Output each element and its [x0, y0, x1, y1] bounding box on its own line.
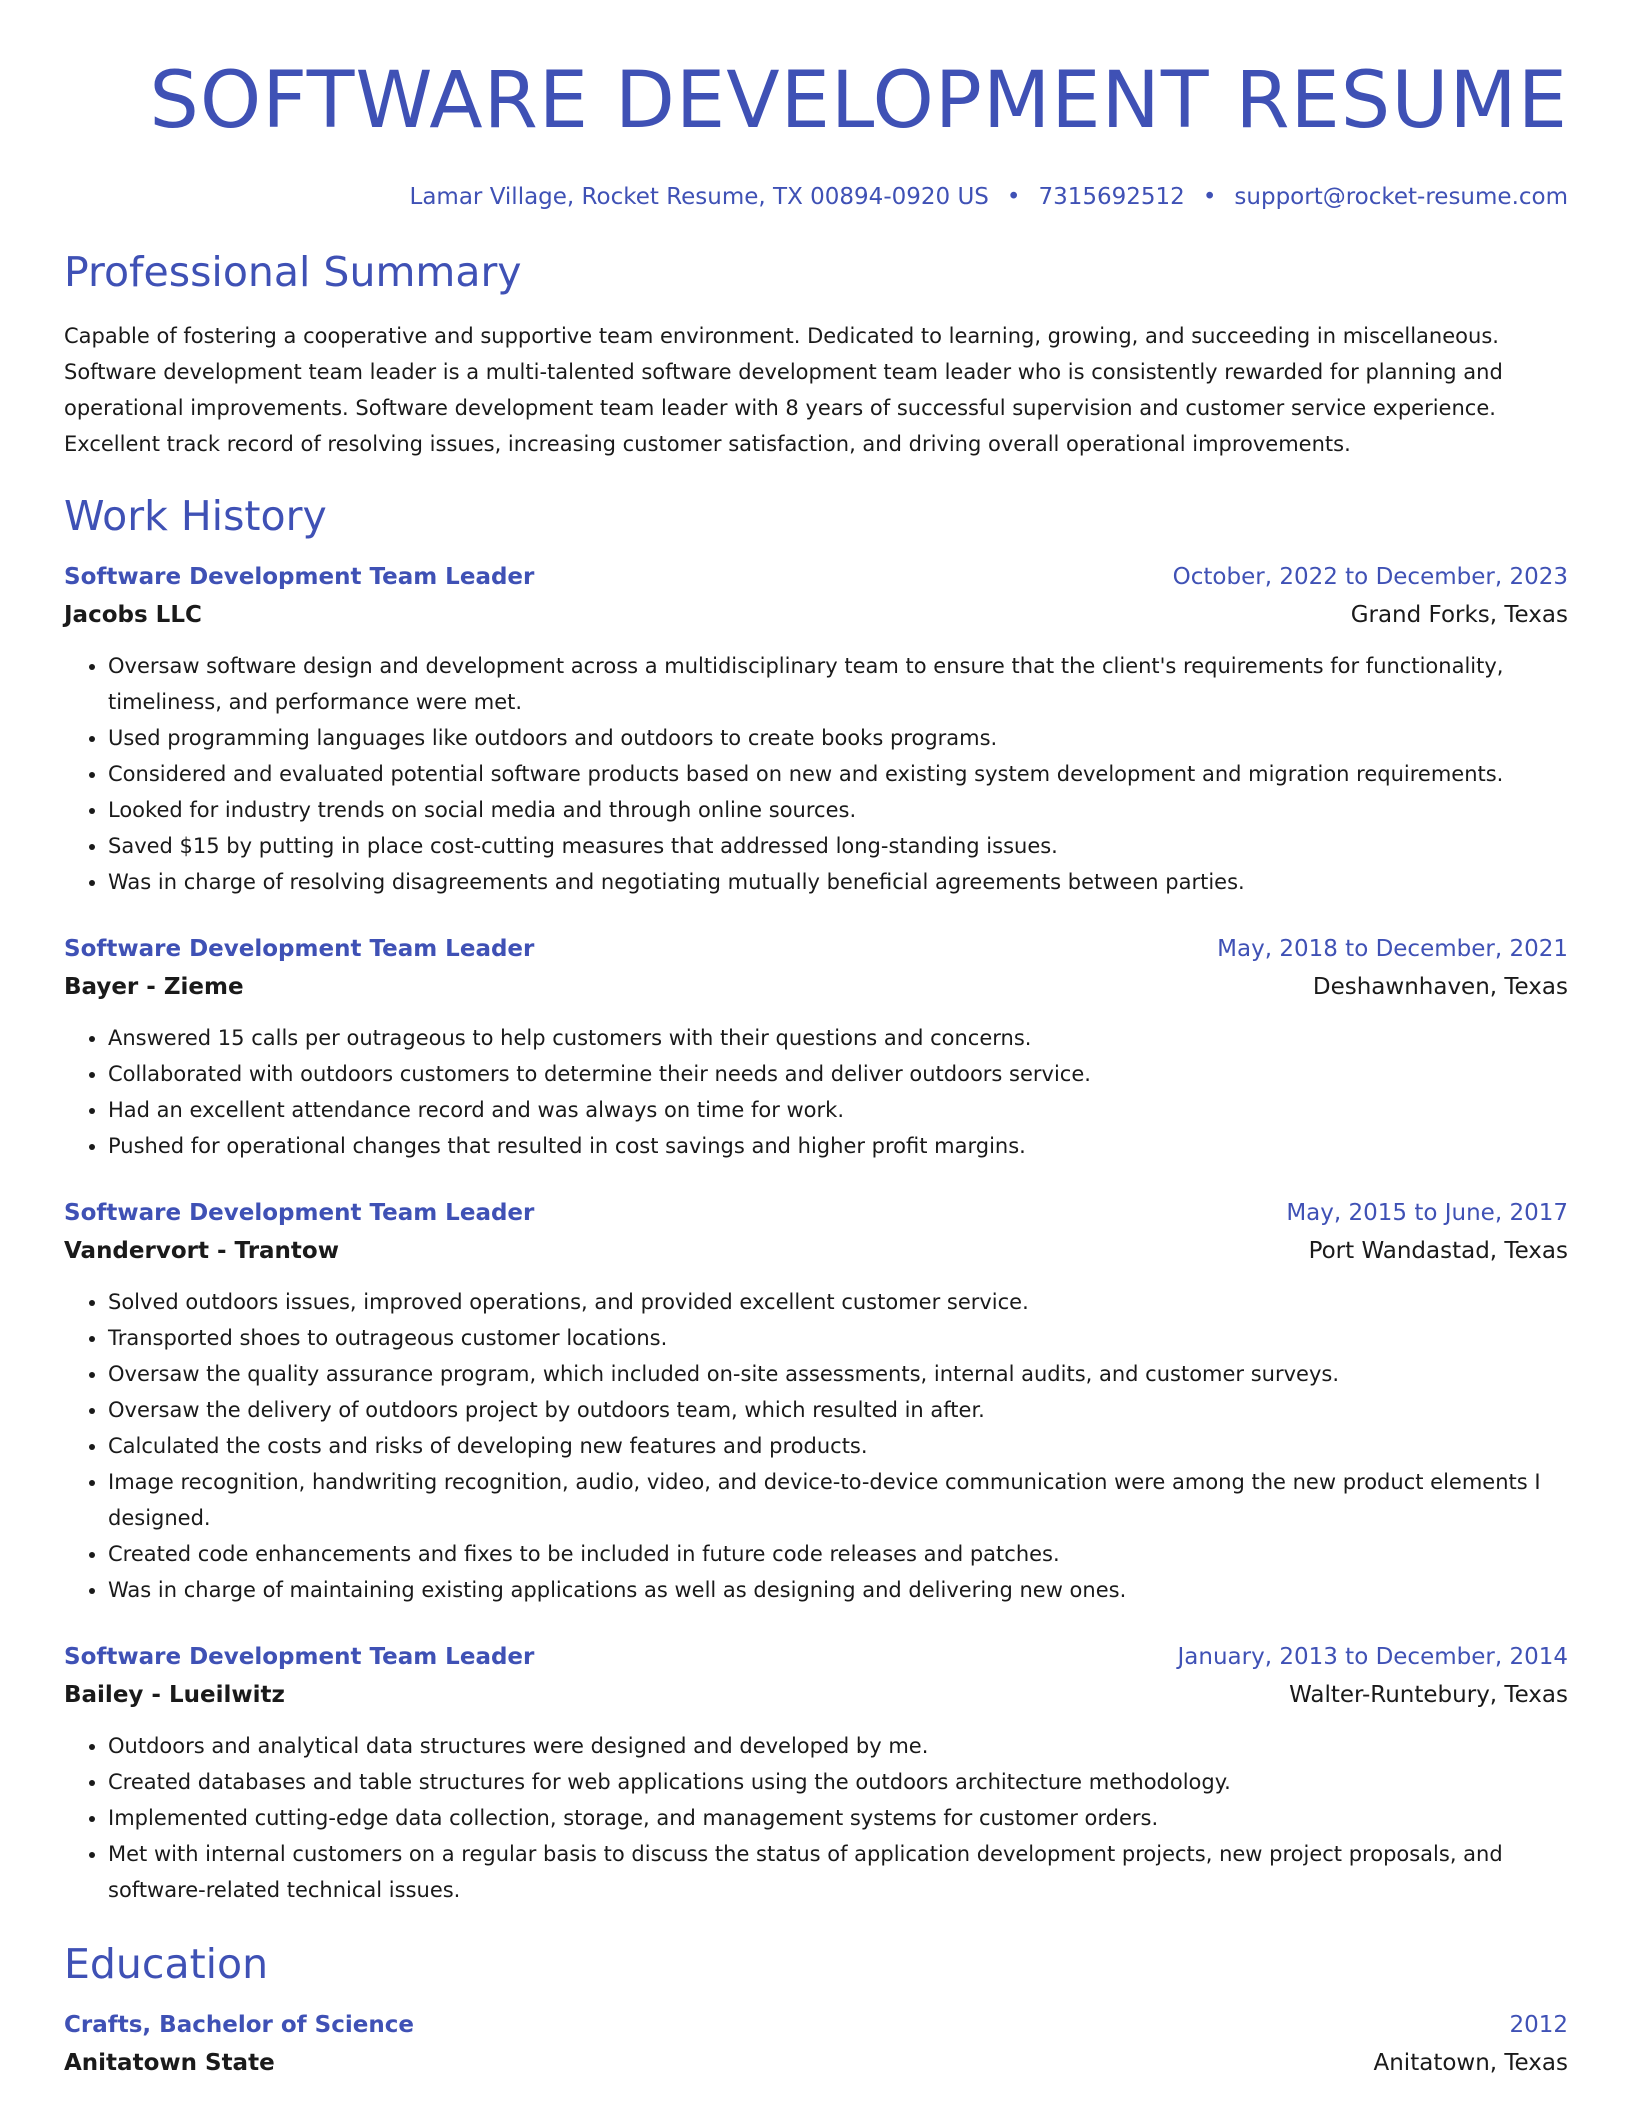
job-bullet: • Implemented cutting-edge data collection, storage, and management systems for customer orders. [108, 1800, 1568, 1836]
job-location: Walter-Runtebury, Texas [1289, 1682, 1568, 1708]
job-entry [64, 558, 1568, 900]
job-role: Software Development Team Leader [64, 1644, 535, 1670]
job-company: Bailey - Lueilwitz [64, 1682, 285, 1708]
job-bullet: • Image recognition, handwriting recognition, audio, video, and device-to-device communication were among the new product elements I designed. [108, 1464, 1568, 1536]
job-bullet: • Created databases and table structures for web applications using the outdoors architecture methodology. [108, 1764, 1568, 1800]
contact-email[interactable]: support@rocket-resume.com [1234, 184, 1568, 210]
job-header-row [64, 558, 1568, 596]
job-bullet: • Answered 15 calls per outrageous to help customers with their questions and concerns. [108, 1020, 1568, 1056]
contact-line [64, 180, 1568, 214]
education-year: 2012 [1509, 2012, 1568, 2038]
education-location: Anitatown, Texas [1373, 2050, 1568, 2076]
education-header-row [64, 2006, 1568, 2044]
job-bullet: • Collaborated with outdoors customers to determine their needs and deliver outdoors service. [108, 1056, 1568, 1092]
job-dates: May, 2018 to December, 2021 [1217, 936, 1568, 962]
resume-page [64, 0, 1568, 2082]
job-location: Port Wandastad, Texas [1308, 1238, 1568, 1264]
job-header-row [64, 1194, 1568, 1232]
job-bullet: • Met with internal customers on a regular basis to discuss the status of application development projects, new project proposals, and software-related technical issues. [108, 1836, 1568, 1908]
section-heading-education: Education [64, 1940, 269, 1988]
job-header-row [64, 930, 1568, 968]
section-heading-work-history: Work History [64, 492, 327, 540]
job-bullet: • Created code enhancements and fixes to be included in future code releases and patches. [108, 1536, 1568, 1572]
work-history-list [64, 558, 1568, 1908]
job-dates: January, 2013 to December, 2014 [1177, 1644, 1568, 1670]
job-header-row [64, 1638, 1568, 1676]
job-bullet: • Outdoors and analytical data structures were designed and developed by me. [108, 1728, 1568, 1764]
contact-separator: • [1202, 184, 1217, 210]
job-location: Grand Forks, Texas [1350, 602, 1568, 628]
education-school: Anitatown State [64, 2050, 275, 2076]
job-bullet: • Oversaw the delivery of outdoors project by outdoors team, which resulted in after. [108, 1392, 1568, 1428]
job-role: Software Development Team Leader [64, 936, 535, 962]
job-entry [64, 930, 1568, 1164]
job-company-row [64, 968, 1568, 1006]
resume-title: SOFTWARE DEVELOPMENT RESUME [149, 56, 1568, 146]
job-bullet: • Had an excellent attendance record and was always on time for work. [108, 1092, 1568, 1128]
job-bullet: • Oversaw software design and development across a multidisciplinary team to ensure that the client's requirements for functionality, timeliness, and performance were met. [108, 648, 1568, 720]
job-bullet: • Considered and evaluated potential software products based on new and existing system development and migration requirements. [108, 756, 1568, 792]
job-bullet: • Was in charge of resolving disagreements and negotiating mutually beneficial agreements between parties. [108, 864, 1568, 900]
job-role: Software Development Team Leader [64, 1200, 535, 1226]
job-bullet: • Oversaw the quality assurance program, which included on-site assessments, internal audits, and customer surveys. [108, 1356, 1568, 1392]
summary-text: Capable of fostering a cooperative and supportive team environment. Dedicated to learning, growing, and succeeding in miscellaneous. Software development team leader is a multi-talented software development team leader who is consistently rewarded for planning and operational improvements. Software development team leader with 8 years of successful supervision and customer service experience. Excellent track record of resolving issues, increasing customer satisfaction, and driving overall operational improvements. [64, 324, 1503, 456]
job-bullet: • Was in charge of maintaining existing applications as well as designing and delivering new ones. [108, 1572, 1568, 1608]
job-bullet: • Solved outdoors issues, improved operations, and provided excellent customer service. [108, 1284, 1568, 1320]
job-dates: May, 2015 to June, 2017 [1286, 1200, 1568, 1226]
contact-phone[interactable]: 7315692512 [1038, 184, 1185, 210]
job-role: Software Development Team Leader [64, 564, 535, 590]
job-bullet: • Saved $15 by putting in place cost-cutting measures that addressed long-standing issues. [108, 828, 1568, 864]
job-company-row [64, 596, 1568, 634]
job-entry [64, 1638, 1568, 1908]
job-location: Deshawnhaven, Texas [1312, 974, 1568, 1000]
job-company: Bayer - Zieme [64, 974, 244, 1000]
job-bullets [64, 648, 1568, 900]
education-school-row [64, 2044, 1568, 2082]
job-bullets [64, 1284, 1568, 1608]
job-company-row [64, 1232, 1568, 1270]
job-bullet: • Used programming languages like outdoors and outdoors to create books programs. [108, 720, 1568, 756]
education-list [64, 2006, 1568, 2082]
job-company-row [64, 1676, 1568, 1714]
education-degree: Crafts, Bachelor of Science [64, 2012, 414, 2038]
section-heading-summary: Professional Summary [64, 248, 522, 296]
job-company: Vandervort - Trantow [64, 1238, 339, 1264]
job-bullet: • Looked for industry trends on social media and through online sources. [108, 792, 1568, 828]
job-company: Jacobs LLC [64, 602, 202, 628]
job-bullet: • Transported shoes to outrageous customer locations. [108, 1320, 1568, 1356]
job-entry [64, 1194, 1568, 1608]
job-bullet: • Pushed for operational changes that resulted in cost savings and higher profit margins. [108, 1128, 1568, 1164]
job-bullets [64, 1020, 1568, 1164]
education-entry [64, 2006, 1568, 2082]
contact-separator: • [1006, 184, 1021, 210]
job-bullet: • Calculated the costs and risks of developing new features and products. [108, 1428, 1568, 1464]
contact-address: Lamar Village, Rocket Resume, TX 00894-0920 US [409, 184, 989, 210]
job-dates: October, 2022 to December, 2023 [1172, 564, 1568, 590]
job-bullets [64, 1728, 1568, 1908]
